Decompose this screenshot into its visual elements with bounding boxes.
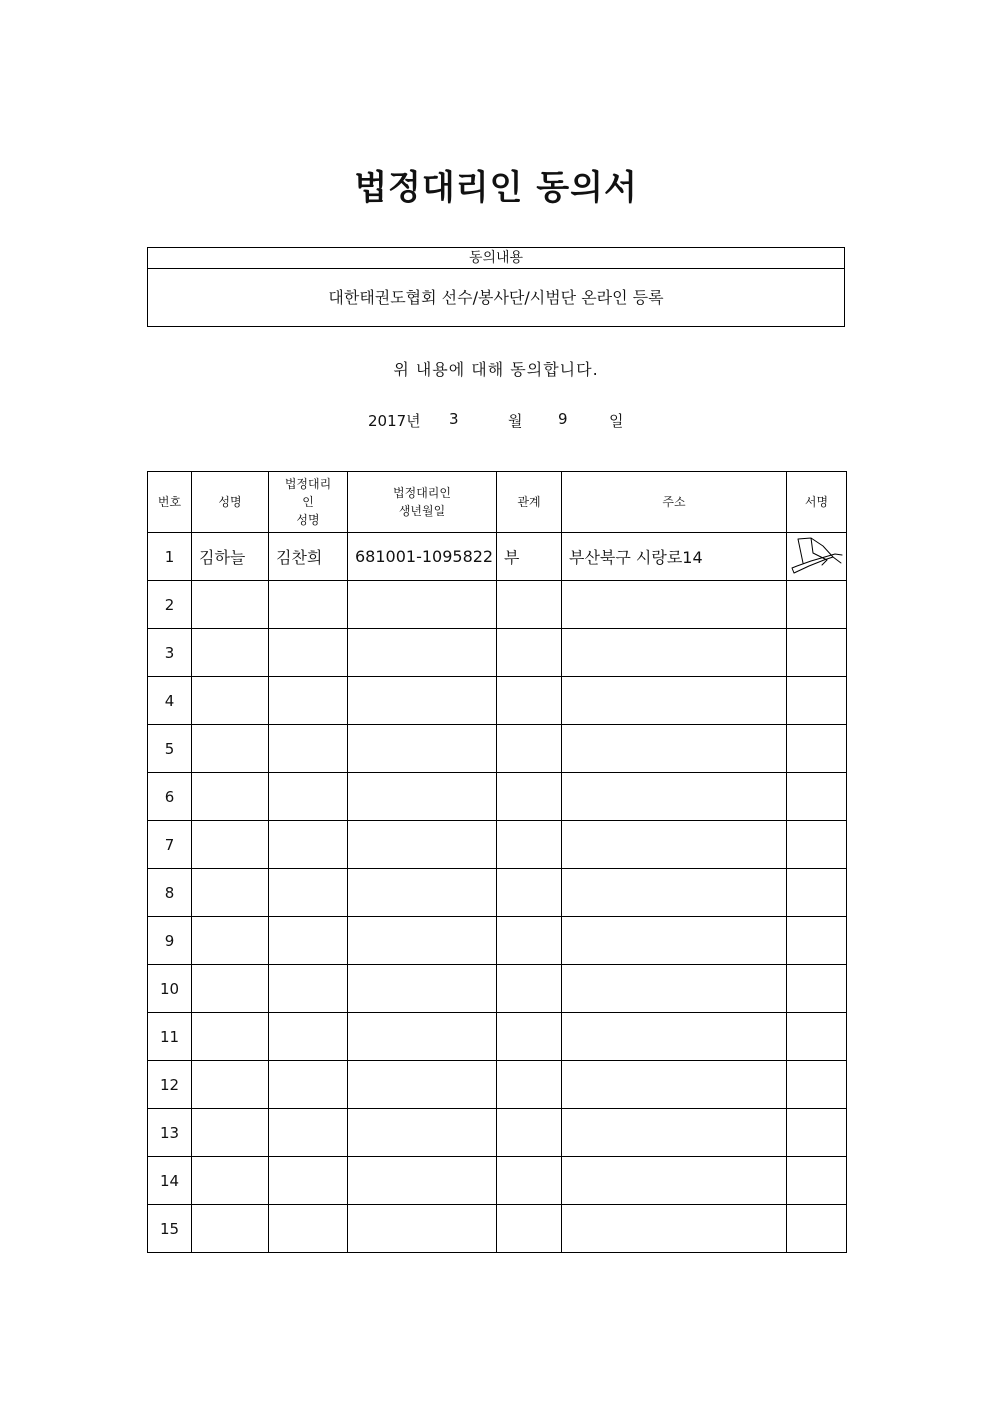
cell-name: [192, 1061, 269, 1109]
cell-name: [192, 1013, 269, 1061]
cell-name: [192, 725, 269, 773]
cell-signature: [787, 917, 847, 965]
header-address: 주소: [562, 472, 787, 533]
cell-relation: [497, 1013, 562, 1061]
header-guardian-name-line1: 법정대리: [284, 477, 332, 491]
header-guardian-name: [269, 472, 348, 533]
date-day-unit: 일: [609, 412, 624, 430]
table-row: [148, 1157, 847, 1205]
table-row: [148, 581, 847, 629]
cell-signature: [787, 1061, 847, 1109]
cell-relation: [497, 821, 562, 869]
date-month: 3: [449, 410, 459, 428]
table-row: [148, 533, 847, 581]
header-guardian-name-line2: 인: [302, 495, 314, 509]
cell-name: [192, 965, 269, 1013]
cell-relation: [497, 869, 562, 917]
cell-guardian-name: [269, 917, 348, 965]
header-guardian-birth-line1: 법정대리인: [393, 486, 451, 500]
table-row: [148, 869, 847, 917]
cell-no: 3: [148, 629, 192, 677]
header-guardian-birth-line2: 생년월일: [398, 504, 446, 518]
cell-guardian-birth: [348, 1109, 497, 1157]
cell-no: 7: [148, 821, 192, 869]
table-row: [148, 1205, 847, 1253]
cell-no: 2: [148, 581, 192, 629]
cell-guardian-birth: [348, 1205, 497, 1253]
table-row: [148, 821, 847, 869]
table-row: [148, 1109, 847, 1157]
cell-guardian-birth: [348, 1061, 497, 1109]
cell-name: [192, 1109, 269, 1157]
cell-no: 6: [148, 773, 192, 821]
header-guardian-birth: [348, 472, 497, 533]
cell-signature: [787, 581, 847, 629]
cell-address: [562, 629, 787, 677]
header-relation: 관계: [497, 472, 562, 533]
cell-no: 11: [148, 1013, 192, 1061]
cell-guardian-birth: [348, 725, 497, 773]
cell-signature: [787, 869, 847, 917]
table-row: [148, 917, 847, 965]
cell-name: [192, 1157, 269, 1205]
cell-guardian-name: [269, 581, 348, 629]
table-body: [148, 533, 847, 1253]
cell-relation: [497, 917, 562, 965]
cell-guardian-birth: [348, 869, 497, 917]
cell-no: 9: [148, 917, 192, 965]
cell-address: [562, 581, 787, 629]
cell-guardian-birth: [348, 821, 497, 869]
cell-relation: [497, 965, 562, 1013]
cell-no: 4: [148, 677, 192, 725]
cell-address: 부산북구 시랑로14: [562, 533, 787, 581]
cell-signature: [787, 773, 847, 821]
cell-guardian-birth: [348, 581, 497, 629]
cell-guardian-birth: [348, 965, 497, 1013]
cell-guardian-birth: [348, 629, 497, 677]
cell-no: 13: [148, 1109, 192, 1157]
cell-name: [192, 869, 269, 917]
cell-address: [562, 1157, 787, 1205]
table-row: [148, 677, 847, 725]
cell-guardian-name: 김찬희: [269, 533, 348, 581]
cell-name: [192, 629, 269, 677]
cell-guardian-name: [269, 1157, 348, 1205]
cell-signature: [787, 677, 847, 725]
cell-address: [562, 725, 787, 773]
header-guardian-name-line3: 성명: [296, 513, 320, 527]
cell-address: [562, 1205, 787, 1253]
cell-no: 14: [148, 1157, 192, 1205]
table-header-row: [148, 472, 847, 533]
cell-no: 15: [148, 1205, 192, 1253]
table-row: [148, 965, 847, 1013]
cell-address: [562, 965, 787, 1013]
cell-relation: [497, 581, 562, 629]
header-no: 번호: [148, 472, 192, 533]
document-title: 법정대리인 동의서: [354, 168, 638, 208]
cell-relation: [497, 677, 562, 725]
consent-header: 동의내용: [148, 248, 844, 269]
cell-no: 12: [148, 1061, 192, 1109]
cell-guardian-name: [269, 821, 348, 869]
date-day: 9: [558, 410, 568, 428]
cell-guardian-birth: [348, 677, 497, 725]
cell-no: 8: [148, 869, 192, 917]
cell-relation: 부: [497, 533, 562, 581]
cell-name: [192, 917, 269, 965]
cell-address: [562, 1013, 787, 1061]
header-signature: 서명: [787, 472, 847, 533]
cell-guardian-name: [269, 677, 348, 725]
cell-no: 5: [148, 725, 192, 773]
cell-name: [192, 821, 269, 869]
consent-box: [147, 247, 845, 327]
table-row: [148, 629, 847, 677]
cell-guardian-name: [269, 629, 348, 677]
table-row: [148, 1013, 847, 1061]
cell-guardian-name: [269, 1205, 348, 1253]
cell-signature: [787, 533, 847, 581]
cell-address: [562, 1061, 787, 1109]
cell-signature: [787, 821, 847, 869]
cell-address: [562, 677, 787, 725]
guardian-table: [147, 471, 847, 1253]
cell-signature: [787, 1205, 847, 1253]
cell-guardian-name: [269, 869, 348, 917]
header-name: 성명: [192, 472, 269, 533]
cell-relation: [497, 1109, 562, 1157]
cell-no: 1: [148, 533, 192, 581]
cell-guardian-name: [269, 965, 348, 1013]
cell-signature: [787, 1013, 847, 1061]
consent-content: 대한태권도협회 선수/봉사단/시범단 온라인 등록: [328, 288, 664, 307]
cell-relation: [497, 1157, 562, 1205]
cell-guardian-name: [269, 1109, 348, 1157]
cell-guardian-birth: [348, 1013, 497, 1061]
cell-name: [192, 773, 269, 821]
date-year: 2017년: [368, 412, 421, 430]
agreement-statement: 위 내용에 대해 동의합니다.: [393, 360, 599, 379]
cell-name: 김하늘: [192, 533, 269, 581]
cell-address: [562, 773, 787, 821]
cell-name: [192, 1205, 269, 1253]
cell-guardian-birth: [348, 773, 497, 821]
date-month-unit: 월: [508, 412, 523, 430]
handwritten-signature: [789, 535, 845, 579]
cell-name: [192, 677, 269, 725]
cell-address: [562, 1109, 787, 1157]
cell-guardian-birth: [348, 1157, 497, 1205]
cell-address: [562, 917, 787, 965]
cell-relation: [497, 1061, 562, 1109]
cell-name: [192, 581, 269, 629]
cell-no: 10: [148, 965, 192, 1013]
cell-address: [562, 821, 787, 869]
cell-relation: [497, 629, 562, 677]
cell-relation: [497, 725, 562, 773]
cell-guardian-birth: [348, 917, 497, 965]
cell-signature: [787, 629, 847, 677]
cell-relation: [497, 773, 562, 821]
cell-guardian-name: [269, 1013, 348, 1061]
cell-relation: [497, 1205, 562, 1253]
cell-guardian-name: [269, 1061, 348, 1109]
table-row: [148, 1061, 847, 1109]
cell-guardian-name: [269, 773, 348, 821]
cell-signature: [787, 1109, 847, 1157]
cell-signature: [787, 1157, 847, 1205]
cell-address: [562, 869, 787, 917]
date-line: [0, 410, 992, 432]
table-row: [148, 725, 847, 773]
cell-signature: [787, 965, 847, 1013]
table-row: [148, 773, 847, 821]
cell-signature: [787, 725, 847, 773]
cell-guardian-name: [269, 725, 348, 773]
cell-guardian-birth: 681001-1095822: [348, 533, 497, 581]
